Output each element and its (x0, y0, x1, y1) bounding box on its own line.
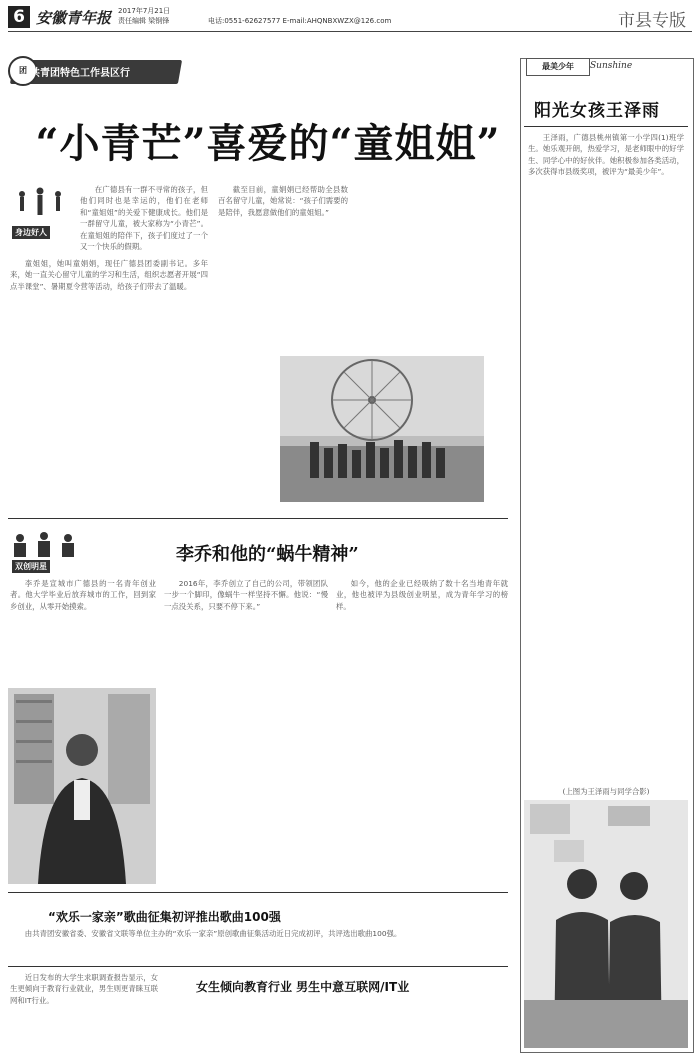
story4-col2 (170, 998, 508, 1054)
lead-col3 (356, 184, 486, 334)
divider (8, 892, 508, 893)
sidebar-title: 阳光女孩王泽雨 (534, 101, 660, 121)
header-info (118, 6, 170, 26)
editor-line: 责任编辑 梁钢锋 (118, 17, 170, 25)
story2-col1: 李乔是宣城市广德县的一名青年创业者。他大学毕业后放弃城市的工作，回到家乡创业，从零开始摸索。 (10, 579, 156, 611)
banner-logo-icon: 团 (8, 56, 38, 86)
contact-line: 电话:0551-62627577 E-mail:AHQNBXWZX@126.com (208, 17, 392, 25)
divider (8, 518, 508, 519)
banner-label: 共青团特色工作县区行 (30, 68, 130, 79)
sidebar-caption: (上图为王泽雨与同学合影) (562, 787, 650, 796)
lead-col1b: 童姐姐，她叫童娟娟，现任广德县团委副书记。多年来，她一直关心留守儿童的学习和生活，组织志愿者开展“四点半课堂”、暑期夏令营等活动，给孩子们带去了温暖。 (10, 259, 208, 291)
paper-name: 安徽青年报 (36, 9, 112, 27)
story2-tag: 双创明星 (12, 560, 50, 573)
lead-title: “小青芒”喜爱的“童姐姐” (35, 120, 501, 167)
story4-col1: 近日发布的大学生求职调查报告显示，女生更倾向于教育行业就业，男生则更青睐互联网和IT行业。 (10, 973, 158, 1005)
portrait-photo (8, 688, 156, 884)
section-name: 市县专版 (618, 11, 686, 31)
lead-col1: 在广德县有一群不寻常的孩子，但他们同时也是幸运的，他们在老师和“童姐姐”的关爱下健康成长。他们是一群留守儿童，被大家称为“小青芒”。在童姐姐的陪伴下，孩子们度过了一个又一个快乐的假期。 (80, 185, 208, 252)
story4-title: 女生倾向教育行业 男生中意互联网/IT业 (196, 980, 410, 994)
divider (8, 966, 508, 967)
lead-col2: 截至目前，童娟娟已经帮助全县数百名留守儿童，她常说：“孩子们需要的是陪伴，我愿意做他们的童姐姐。” (218, 185, 348, 217)
sidebar-body: 王泽雨，广德县桃州镇第一小学四(1)班学生。她乐观开朗，热爱学习，是老师眼中的好学生、同学心中的好伙伴。她积极参加各类活动，多次获得市县级奖项，被评为“最美少年”。 (528, 133, 684, 177)
lead-col4 (218, 340, 276, 512)
sidebar-badge: 最美少年 (526, 58, 590, 76)
lead-tag: 身边好人 (12, 226, 50, 239)
date-line: 2017年7月21日 (118, 7, 171, 15)
family-silhouette-icon (10, 186, 74, 222)
story2-col3: 如今，他的企业已经吸纳了数十名当地青年就业，他也被评为县级创业明星，成为青年学习的榜样。 (336, 579, 508, 611)
group-photo (280, 356, 484, 502)
divider (524, 126, 688, 127)
page-header (8, 4, 692, 34)
students-photo (524, 800, 688, 1048)
story2-title: 李乔和他的“蜗牛精神” (176, 544, 359, 565)
story3-body: 由共青团安徽省委、安徽省文联等单位主办的“欢乐一家亲”原创歌曲征集活动近日完成初评，共评选出歌曲100强。 (24, 929, 402, 938)
sidebar-badge-sub: Sunshine (590, 61, 633, 71)
people-silhouette-icon (10, 530, 80, 558)
header-rule (8, 31, 692, 32)
story3-title: “欢乐一家亲”歌曲征集初评推出歌曲100强 (48, 910, 281, 924)
story2-col2: 2016年，李乔创立了自己的公司，带领团队一步一个脚印，像蜗牛一样坚持不懈。他说：“慢一点没关系，只要不停下来。” (164, 579, 328, 611)
page-number: 6 (8, 6, 30, 28)
